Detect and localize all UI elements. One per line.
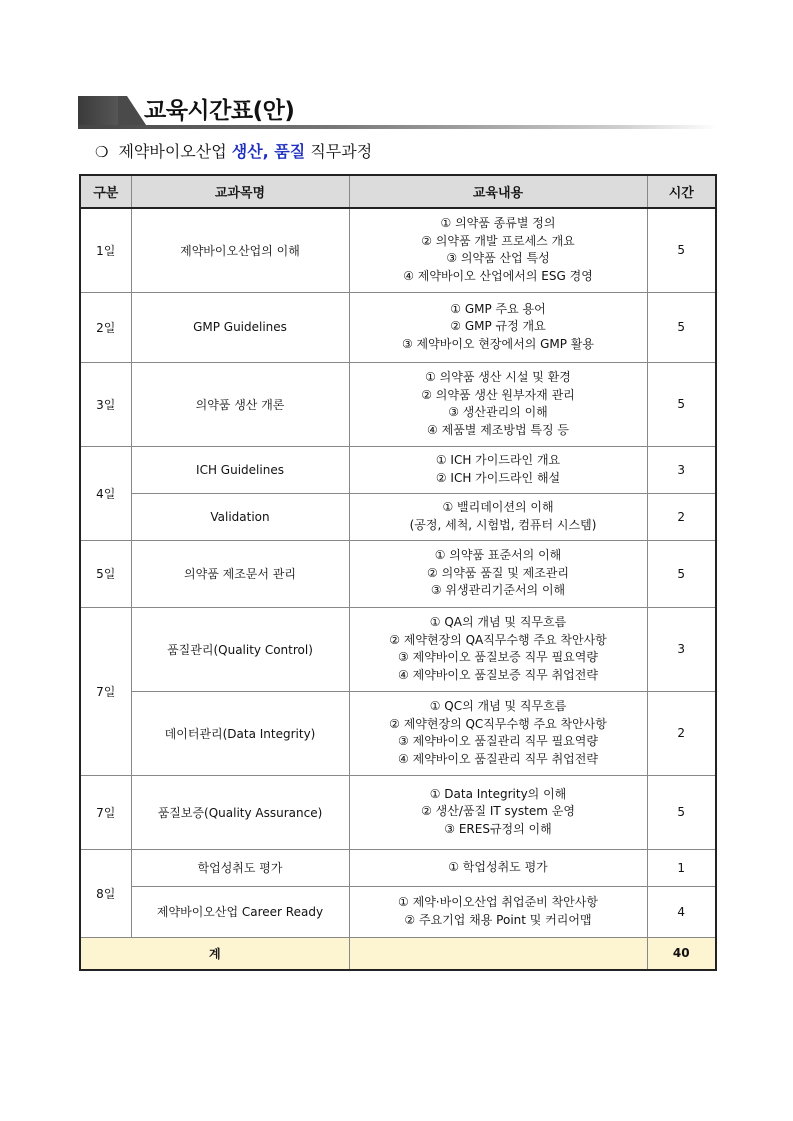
content-line: ② 의약품 품질 및 제조관리 [427, 565, 569, 580]
content-line: ③ 의약품 산업 특성 [446, 251, 550, 266]
hours-cell: 5 [647, 362, 716, 446]
subject-cell: 품질보증(Quality Assurance) [131, 775, 349, 849]
schedule-table [79, 174, 717, 971]
table-row [80, 362, 716, 446]
total-label: 계 [80, 937, 349, 970]
hours-cell: 2 [647, 691, 716, 775]
content-cell [349, 540, 647, 607]
title-decoration [78, 96, 124, 128]
header-subject: 교과목명 [131, 175, 349, 208]
subtitle-suffix: 직무과정 [310, 142, 373, 161]
hours-cell: 3 [647, 607, 716, 691]
content-line: ③ ERES규정의 이해 [444, 821, 552, 836]
subject-cell: 제약바이오산업 Career Ready [131, 886, 349, 937]
total-hours: 40 [647, 937, 716, 970]
hours-cell: 5 [647, 540, 716, 607]
content-cell [349, 208, 647, 292]
page-title-bar [78, 96, 718, 132]
subject-cell: 데이터관리(Data Integrity) [131, 691, 349, 775]
content-line: ① 밸리데이션의 이해 [442, 500, 554, 514]
day-cell: 7일 [80, 607, 131, 775]
table-row [80, 886, 716, 937]
content-cell [349, 886, 647, 937]
day-cell: 2일 [80, 292, 131, 362]
content-line: ① QA의 개념 및 직무흐름 [429, 615, 567, 629]
subject-cell: 의약품 제조문서 관리 [131, 540, 349, 607]
content-cell [349, 362, 647, 446]
content-line: ④ 제약바이오 품질보증 직무 취업전략 [398, 667, 598, 682]
header-division: 구분 [80, 175, 131, 208]
content-line: ③ 제약바이오 현장에서의 GMP 활용 [401, 336, 594, 351]
content-line: ① QC의 개념 및 직무흐름 [429, 699, 567, 713]
content-line: ② 의약품 생산 원부자재 관리 [421, 387, 575, 402]
content-line: ③ 제약바이오 품질보증 직무 필요역량 [398, 650, 598, 664]
content-line: ③ 생산관리의 이해 [448, 405, 548, 419]
subject-cell: 학업성취도 평가 [131, 849, 349, 886]
content-line: ② ICH 가이드라인 해설 [435, 470, 561, 485]
content-line: ③ 위생관리기준서의 이해 [430, 583, 566, 598]
circle-bullet-icon: ❍ [95, 143, 109, 161]
subject-cell: 품질관리(Quality Control) [131, 607, 349, 691]
hours-cell: 5 [647, 208, 716, 292]
content-cell [349, 849, 647, 886]
content-line: ② 제약현장의 QC직무수행 주요 착안사항 [389, 716, 607, 731]
subject-cell: GMP Guidelines [131, 292, 349, 362]
title-underline [78, 125, 718, 129]
hours-cell: 5 [647, 775, 716, 849]
subject-cell: ICH Guidelines [131, 446, 349, 493]
day-cell: 7일 [80, 775, 131, 849]
content-line: ① 학업성취도 평가 [448, 859, 548, 874]
content-line: ④ 제약바이오 산업에서의 ESG 경영 [403, 268, 593, 283]
hours-cell: 5 [647, 292, 716, 362]
content-line: ③ 제약바이오 품질관리 직무 필요역량 [398, 734, 598, 748]
subject-cell: 제약바이오산업의 이해 [131, 208, 349, 292]
content-line: ① ICH 가이드라인 개요 [435, 453, 561, 467]
table-row [80, 607, 716, 691]
hours-cell: 2 [647, 493, 716, 540]
table-row [80, 208, 716, 292]
hours-cell: 1 [647, 849, 716, 886]
content-cell [349, 446, 647, 493]
content-line: ① 의약품 생산 시설 및 환경 [425, 370, 571, 384]
hours-cell: 4 [647, 886, 716, 937]
content-line: ① 의약품 종류별 정의 [440, 216, 556, 231]
day-cell: 8일 [80, 849, 131, 937]
content-line: ① GMP 주요 용어 [450, 301, 546, 316]
table-row [80, 849, 716, 886]
content-cell [349, 292, 647, 362]
content-line: ② 제약현장의 QA직무수행 주요 착안사항 [389, 632, 607, 647]
page-title: 교육시간표(안) [144, 98, 295, 124]
table-row [80, 493, 716, 540]
content-line: ② 생산/품질 IT system 운영 [421, 804, 575, 819]
day-cell: 1일 [80, 208, 131, 292]
total-row [80, 937, 716, 970]
day-cell: 4일 [80, 446, 131, 540]
table-row [80, 691, 716, 775]
content-cell [349, 691, 647, 775]
content-line: ① 제약·바이오산업 취업준비 착안사항 [398, 895, 598, 909]
content-cell [349, 607, 647, 691]
content-line: ④ 제품별 제조방법 특징 등 [427, 422, 569, 437]
subtitle-prefix: 제약바이오산업 [118, 142, 227, 161]
hours-cell: 3 [647, 446, 716, 493]
section-subtitle [95, 140, 372, 164]
content-cell [349, 493, 647, 540]
total-content-empty [349, 937, 647, 970]
content-line: (공정, 세척, 시험법, 컴퓨터 시스템) [409, 517, 597, 532]
content-line: ① Data Integrity의 이해 [429, 786, 567, 801]
subject-cell: 의약품 생산 개론 [131, 362, 349, 446]
content-line: ② GMP 규정 개요 [450, 319, 546, 334]
table-row [80, 775, 716, 849]
content-line: ④ 제약바이오 품질관리 직무 취업전략 [398, 751, 598, 766]
day-cell: 3일 [80, 362, 131, 446]
content-line: ② 의약품 개발 프로세스 개요 [421, 233, 575, 248]
table-row [80, 446, 716, 493]
day-cell: 5일 [80, 540, 131, 607]
table-row [80, 292, 716, 362]
content-line: ② 주요기업 채용 Point 및 커리어맵 [404, 912, 592, 927]
content-line: ① 의약품 표준서의 이해 [434, 548, 562, 563]
table-row [80, 540, 716, 607]
header-content: 교육내용 [349, 175, 647, 208]
subject-cell: Validation [131, 493, 349, 540]
header-hours: 시간 [647, 175, 716, 208]
content-cell [349, 775, 647, 849]
table-header-row [80, 175, 716, 208]
subtitle-highlight: 생산, 품질 [231, 142, 306, 161]
